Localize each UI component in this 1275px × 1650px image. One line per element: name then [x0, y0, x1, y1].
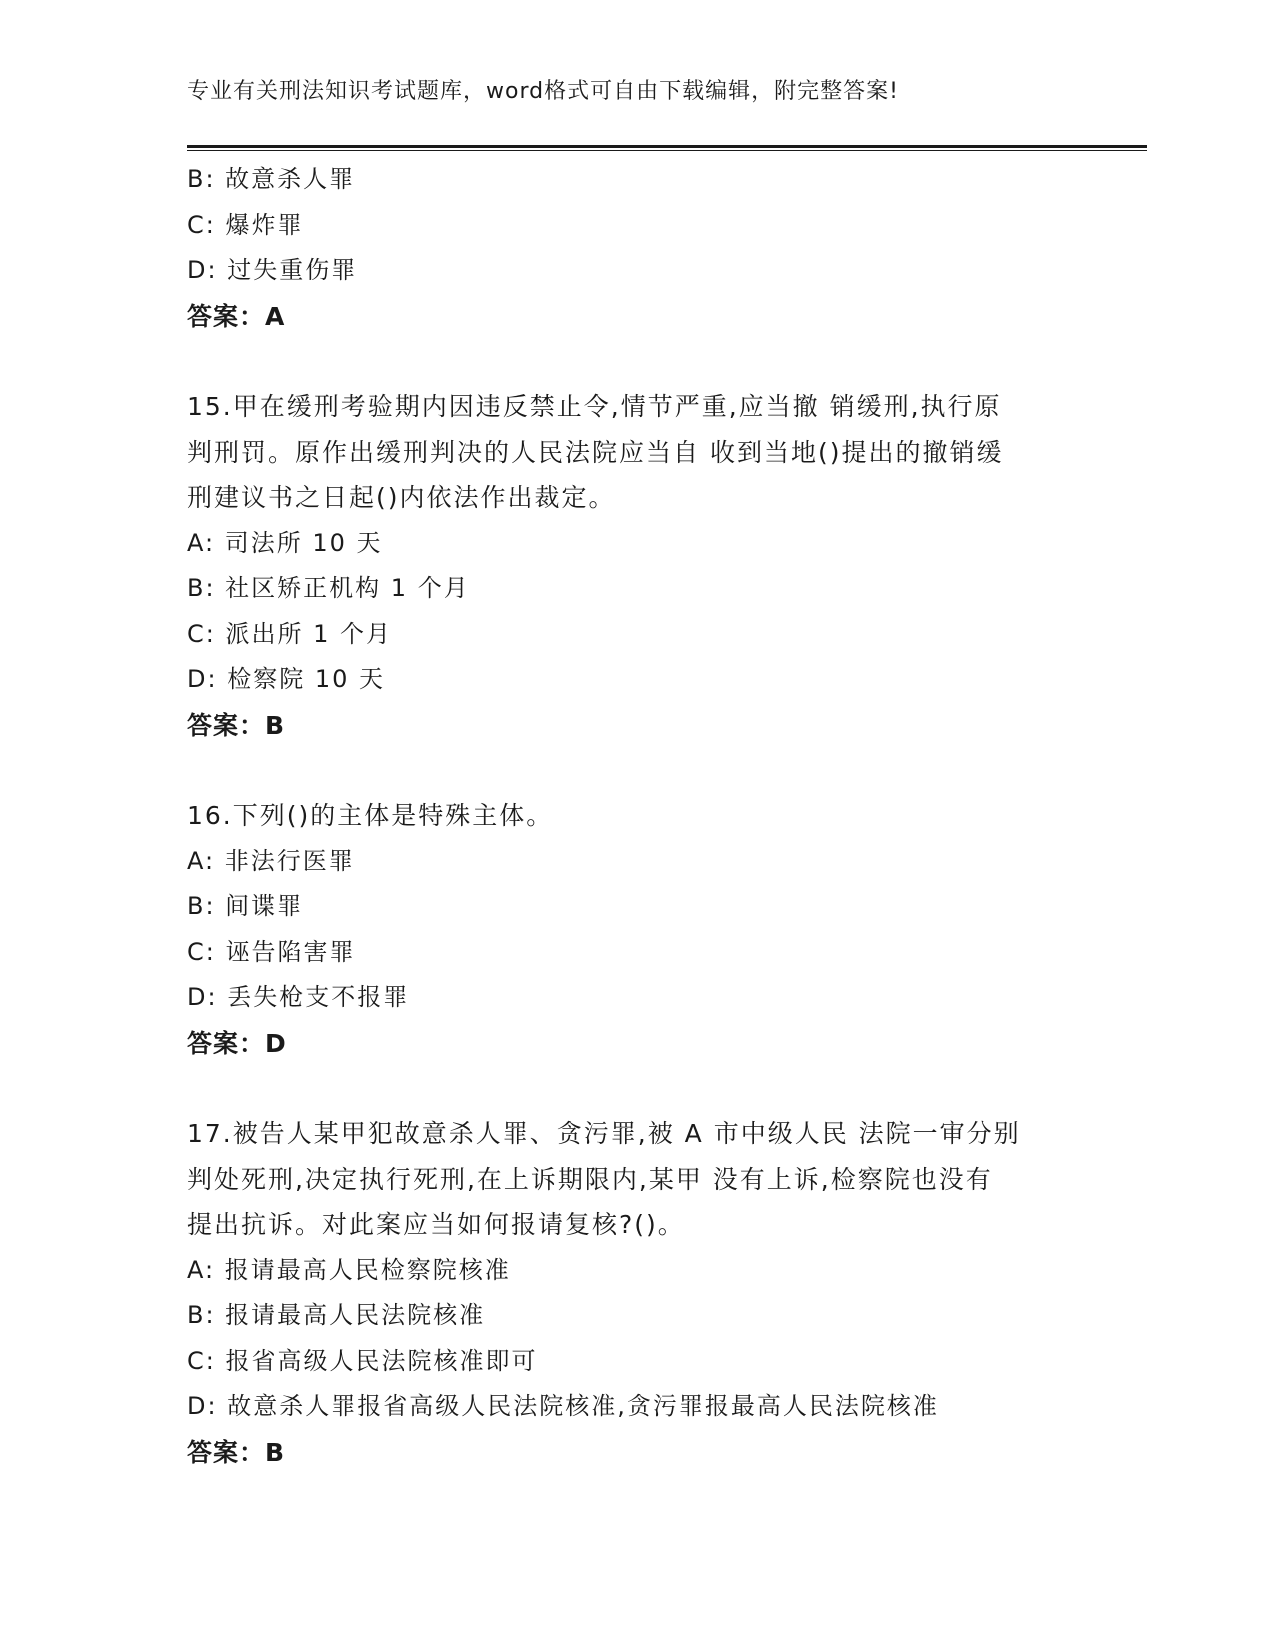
question-17	[187, 1111, 1087, 1475]
q16-option-c: C: 诬告陷害罪	[187, 937, 356, 966]
header-rule-thin	[187, 150, 1147, 151]
q15-stem-line-2: 判刑罚。原作出缓刑判决的人民法院应当自 收到当地()提出的撤销缓	[187, 437, 1004, 467]
q15-stem-line-1: 15.甲在缓刑考验期内因违反禁止令,情节严重,应当撤 销缓刑,执行原	[187, 392, 1002, 421]
spacer	[187, 748, 1087, 793]
question-15	[187, 384, 1087, 748]
q15-option-c: C: 派出所 1 个月	[187, 619, 392, 648]
q17-stem-line-3: 提出抗诉。对此案应当如何报请复核?()。	[187, 1210, 685, 1239]
q17-option-b: B: 报请最高人民法院核准	[187, 1301, 486, 1329]
q15-stem-line-3: 刑建议书之日起()内依法作出裁定。	[187, 483, 616, 512]
q17-option-d: D: 故意杀人罪报省高级人民法院核准,贪污罪报最高人民法院核准	[187, 1392, 939, 1420]
q15-option-d: D: 检察院 10 天	[187, 665, 385, 693]
page-header: 专业有关刑法知识考试题库，word格式可自由下载编辑，附完整答案!	[187, 79, 899, 104]
q14-option-b: B: 故意杀人罪	[187, 165, 356, 193]
q14-answer: 答案：A	[187, 301, 286, 331]
question-16	[187, 793, 1087, 1066]
q17-stem-line-1: 17.被告人某甲犯故意杀人罪、贪污罪,被 A 市中级人民 法院一审分别	[187, 1119, 1021, 1148]
q17-option-a: A: 报请最高人民检察院核准	[187, 1255, 511, 1284]
q15-option-a: A: 司法所 10 天	[187, 528, 383, 557]
q15-answer: 答案：B	[187, 710, 286, 740]
q16-option-d: D: 丢失枪支不报罪	[187, 983, 410, 1011]
document-body	[187, 157, 1087, 1475]
q15-option-b: B: 社区矫正机构 1 个月	[187, 574, 470, 602]
q14-option-c: C: 爆炸罪	[187, 210, 304, 239]
q14-option-d: D: 过失重伤罪	[187, 256, 358, 284]
q16-answer: 答案：D	[187, 1028, 287, 1058]
q17-option-c: C: 报省高级人民法院核准即可	[187, 1346, 538, 1375]
q17-stem-line-2: 判处死刑,决定执行死刑,在上诉期限内,某甲 没有上诉,检察院也没有	[187, 1164, 993, 1194]
question-14	[187, 157, 1087, 339]
spacer	[187, 1066, 1087, 1111]
q17-answer: 答案：B	[187, 1437, 286, 1467]
q16-stem-line-1: 16.下列()的主体是特殊主体。	[187, 801, 554, 830]
q16-option-a: A: 非法行医罪	[187, 846, 355, 875]
spacer	[187, 339, 1087, 384]
header-rule-thick	[187, 145, 1147, 148]
q16-option-b: B: 间谍罪	[187, 892, 304, 920]
